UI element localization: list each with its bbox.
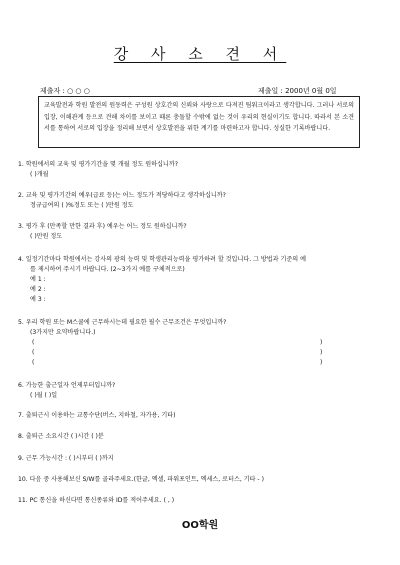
footer-academy-name: OO학원 <box>181 520 219 531</box>
question-8-text: 8. 출퇴근 소요시간 ( )시간 ( )분 <box>18 433 104 440</box>
question-1-answer: ( )개월 <box>30 171 49 178</box>
question-4-example-1: 예 1 : <box>30 276 46 283</box>
question-10 <box>18 475 264 485</box>
question-2-text: 2. 교육 및 평가기간의 예우(급료 등)는 어느 정도가 적당하다고 생각하십니까? <box>18 192 226 199</box>
question-3-text: 3. 평가 후 (만족할 만한 결과 후) 예우는 어느 정도 원하십니까? <box>18 223 187 230</box>
question-10-text: 10. 다음 중 사용해보신 S/W를 골라주세요.(한글, 엑셀, 파워포인트, 엑세스, 로터스, 기타 - ) <box>18 476 264 483</box>
question-1-text: 1. 학원에서의 교육 및 평가기간을 몇 개월 정도 원하십니까? <box>18 161 178 168</box>
question-4-text: 4. 일정기간마다 학원에서는 강사의 광의 능력 및 학생관리능력을 평가하려 할 것입니다. 그 방법과 기준의 예 <box>18 256 306 263</box>
question-9-text: 9. 근무 가능시간 : ( )시부터 ( )까지 <box>18 455 114 462</box>
question-7-text: 7. 출퇴근시 이용하는 교통수단(버스, 지하철, 자가용, 기타) <box>18 412 176 419</box>
intro-box: 교육발전과 학원 발전의 원동력은 구성원 상호간의 신뢰와 사랑으로 다져진 팀워크이라고 생각합니다. 그러나 서로의 입장, 이해관계 등으로 견해 차이를 보이고 때론 충돌할 수밖에 없는 것이 우리의 현실이기도 합니다. 따라서 본 소견서를 통하여 서로의 입장을 정리해 보면서 상호발전을 위한 계기를 마련하고자 합니다. 성실한 기록바랍니다. <box>38 96 360 148</box>
question-11-text: 11. PC 통신을 하신다면 통신종류와 ID를 적어주세요. ( , ) <box>18 497 175 504</box>
question-5-blank-2: ( ) <box>32 349 323 356</box>
question-4 <box>18 255 306 305</box>
question-5 <box>18 318 378 368</box>
question-5-text: 5. 우리 학원 또는 M스쿨에 근무하시는데 필요한 필수 근무조건은 무엇입니까? <box>18 319 227 326</box>
submitter-line: 제출자 : ○ ○ ○ <box>40 87 90 95</box>
question-5-blank-3: ( ) <box>32 359 323 366</box>
question-2-answer: 정규급여의 ( )%정도 또는 ( )만원 정도 <box>30 202 134 209</box>
question-9 <box>18 454 114 464</box>
question-2 <box>18 191 226 211</box>
submit-date-line: 제출일 : 2000년 0월 0일 <box>258 87 337 95</box>
question-3-answer: ( )만원 정도 <box>30 233 63 240</box>
question-8 <box>18 432 104 442</box>
question-4-continued: 를 제시하여 주시기 바랍니다. (2~3가지 예를 구체적으로) <box>30 266 185 273</box>
question-6-answer: ( )월 ( )일 <box>30 392 58 399</box>
question-6 <box>18 381 115 401</box>
document-title: 강 사 소 견 서 <box>113 45 287 63</box>
question-7 <box>18 411 176 421</box>
question-4-example-2: 예 2 : <box>30 286 46 293</box>
question-5-blank-1: ( ) <box>32 339 323 346</box>
question-4-example-3: 예 3 : <box>30 296 46 303</box>
question-5-note: (3가지만 요약바랍니다.) <box>30 329 96 336</box>
question-11 <box>18 496 174 506</box>
question-1 <box>18 160 178 180</box>
question-3 <box>18 222 187 242</box>
question-6-text: 6. 가능한 출근일자 언제부터입니까? <box>18 382 116 389</box>
